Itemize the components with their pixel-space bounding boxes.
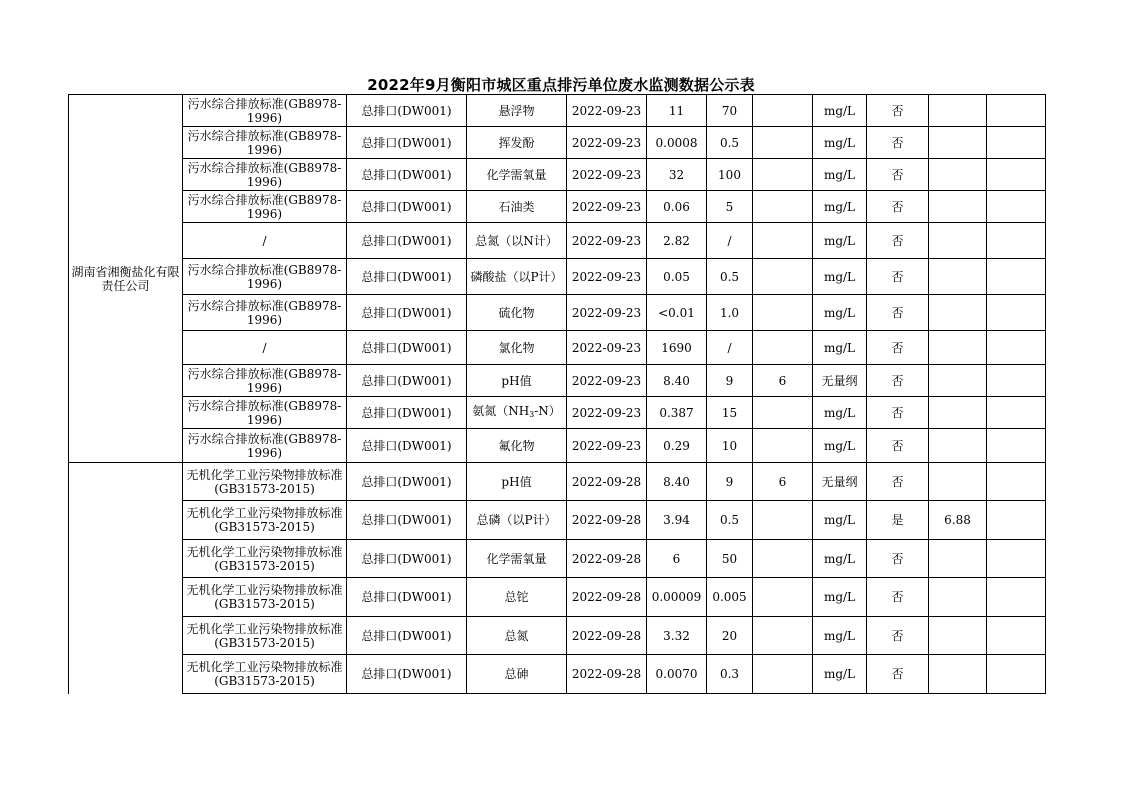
standard-cell: 无机化学工业污染物排放标准(GB31573-2015) bbox=[183, 501, 347, 540]
upper-limit-cell: 15 bbox=[707, 397, 753, 429]
remark-cell bbox=[987, 159, 1046, 191]
outlet-cell: 总排口(DW001) bbox=[347, 223, 467, 259]
outlet-cell: 总排口(DW001) bbox=[347, 397, 467, 429]
unit-cell: mg/L bbox=[813, 429, 867, 463]
value-cell: 0.0070 bbox=[647, 655, 707, 694]
outlet-cell: 总排口(DW001) bbox=[347, 540, 467, 578]
date-cell: 2022-09-28 bbox=[567, 617, 647, 655]
standard-cell: 无机化学工业污染物排放标准(GB31573-2015) bbox=[183, 617, 347, 655]
exceed-multiple-cell bbox=[929, 429, 987, 463]
table-row bbox=[69, 463, 1046, 501]
value-cell: 3.94 bbox=[647, 501, 707, 540]
exceeded-cell: 否 bbox=[867, 397, 929, 429]
standard-cell: 污水综合排放标准(GB8978-1996) bbox=[183, 127, 347, 159]
exceed-multiple-cell bbox=[929, 655, 987, 694]
exceeded-cell: 否 bbox=[867, 463, 929, 501]
exceeded-cell: 否 bbox=[867, 95, 929, 127]
lower-limit-cell bbox=[753, 331, 813, 365]
table-row bbox=[69, 191, 1046, 223]
date-cell: 2022-09-23 bbox=[567, 95, 647, 127]
page-title: 2022年9月衡阳市城区重点排污单位废水监测数据公示表 bbox=[367, 76, 755, 94]
table-row bbox=[69, 617, 1046, 655]
value-cell: 8.40 bbox=[647, 463, 707, 501]
remark-cell bbox=[987, 365, 1046, 397]
lower-limit-cell bbox=[753, 397, 813, 429]
table-row bbox=[69, 259, 1046, 295]
pollutant-cell bbox=[467, 397, 567, 429]
outlet-cell: 总排口(DW001) bbox=[347, 463, 467, 501]
exceed-multiple-cell bbox=[929, 331, 987, 365]
value-cell: 3.32 bbox=[647, 617, 707, 655]
pollutant-cell: 石油类 bbox=[467, 191, 567, 223]
lower-limit-cell bbox=[753, 95, 813, 127]
exceeded-cell: 否 bbox=[867, 578, 929, 617]
outlet-cell: 总排口(DW001) bbox=[347, 191, 467, 223]
outlet-cell: 总排口(DW001) bbox=[347, 159, 467, 191]
exceeded-cell: 否 bbox=[867, 295, 929, 331]
date-cell: 2022-09-23 bbox=[567, 365, 647, 397]
unit-cell: mg/L bbox=[813, 540, 867, 578]
standard-cell: 污水综合排放标准(GB8978-1996) bbox=[183, 159, 347, 191]
lower-limit-cell bbox=[753, 127, 813, 159]
remark-cell bbox=[987, 397, 1046, 429]
value-cell: 0.387 bbox=[647, 397, 707, 429]
exceed-multiple-cell bbox=[929, 95, 987, 127]
upper-limit-cell: 1.0 bbox=[707, 295, 753, 331]
outlet-cell: 总排口(DW001) bbox=[347, 501, 467, 540]
upper-limit-cell: 10 bbox=[707, 429, 753, 463]
lower-limit-cell bbox=[753, 540, 813, 578]
pollutant-cell: 氯化物 bbox=[467, 331, 567, 365]
unit-cell: mg/L bbox=[813, 617, 867, 655]
value-cell: 0.0008 bbox=[647, 127, 707, 159]
standard-cell: 无机化学工业污染物排放标准(GB31573-2015) bbox=[183, 540, 347, 578]
exceed-multiple-cell bbox=[929, 223, 987, 259]
unit-cell: mg/L bbox=[813, 397, 867, 429]
exceeded-cell: 否 bbox=[867, 429, 929, 463]
exceed-multiple-cell bbox=[929, 463, 987, 501]
unit-cell: mg/L bbox=[813, 501, 867, 540]
table-row bbox=[69, 159, 1046, 191]
lower-limit-cell bbox=[753, 429, 813, 463]
date-cell: 2022-09-23 bbox=[567, 223, 647, 259]
pollutant-cell: 磷酸盐（以P计） bbox=[467, 259, 567, 295]
upper-limit-cell: 20 bbox=[707, 617, 753, 655]
upper-limit-cell: 9 bbox=[707, 463, 753, 501]
upper-limit-cell: / bbox=[707, 331, 753, 365]
exceeded-cell: 否 bbox=[867, 223, 929, 259]
date-cell: 2022-09-28 bbox=[567, 578, 647, 617]
value-cell: 0.29 bbox=[647, 429, 707, 463]
value-cell: 0.05 bbox=[647, 259, 707, 295]
remark-cell bbox=[987, 223, 1046, 259]
remark-cell bbox=[987, 295, 1046, 331]
value-cell: 11 bbox=[647, 95, 707, 127]
company-cell bbox=[69, 463, 183, 694]
unit-cell: mg/L bbox=[813, 655, 867, 694]
remark-cell bbox=[987, 578, 1046, 617]
exceeded-cell: 是 bbox=[867, 501, 929, 540]
table-row bbox=[69, 540, 1046, 578]
exceeded-cell: 否 bbox=[867, 617, 929, 655]
outlet-cell: 总排口(DW001) bbox=[347, 295, 467, 331]
standard-cell: 污水综合排放标准(GB8978-1996) bbox=[183, 365, 347, 397]
pollutant-cell: 悬浮物 bbox=[467, 95, 567, 127]
exceeded-cell: 否 bbox=[867, 331, 929, 365]
exceed-multiple-cell bbox=[929, 295, 987, 331]
table-row bbox=[69, 127, 1046, 159]
outlet-cell: 总排口(DW001) bbox=[347, 578, 467, 617]
standard-cell: 污水综合排放标准(GB8978-1996) bbox=[183, 95, 347, 127]
pollutant-text: 氨氮（NH bbox=[472, 403, 530, 418]
monitoring-data-table bbox=[68, 94, 1046, 694]
exceed-multiple-cell bbox=[929, 578, 987, 617]
outlet-cell: 总排口(DW001) bbox=[347, 617, 467, 655]
unit-cell: mg/L bbox=[813, 223, 867, 259]
pollutant-cell: 化学需氧量 bbox=[467, 540, 567, 578]
table-row bbox=[69, 655, 1046, 694]
exceed-multiple-cell bbox=[929, 617, 987, 655]
outlet-cell: 总排口(DW001) bbox=[347, 259, 467, 295]
company-cell: 湖南省湘衡盐化有限责任公司 bbox=[69, 95, 183, 463]
date-cell: 2022-09-23 bbox=[567, 259, 647, 295]
upper-limit-cell: 50 bbox=[707, 540, 753, 578]
standard-cell: 无机化学工业污染物排放标准(GB31573-2015) bbox=[183, 655, 347, 694]
unit-cell: mg/L bbox=[813, 295, 867, 331]
unit-cell: mg/L bbox=[813, 331, 867, 365]
exceeded-cell: 否 bbox=[867, 655, 929, 694]
table-row bbox=[69, 429, 1046, 463]
remark-cell bbox=[987, 429, 1046, 463]
unit-cell: mg/L bbox=[813, 95, 867, 127]
value-cell: 1690 bbox=[647, 331, 707, 365]
upper-limit-cell: 0.005 bbox=[707, 578, 753, 617]
outlet-cell: 总排口(DW001) bbox=[347, 127, 467, 159]
pollutant-cell: 总铊 bbox=[467, 578, 567, 617]
upper-limit-cell: 0.3 bbox=[707, 655, 753, 694]
date-cell: 2022-09-23 bbox=[567, 295, 647, 331]
table-row bbox=[69, 295, 1046, 331]
exceed-multiple-cell bbox=[929, 259, 987, 295]
lower-limit-cell bbox=[753, 223, 813, 259]
exceeded-cell: 否 bbox=[867, 540, 929, 578]
date-cell: 2022-09-23 bbox=[567, 191, 647, 223]
date-cell: 2022-09-28 bbox=[567, 463, 647, 501]
remark-cell bbox=[987, 463, 1046, 501]
table-row bbox=[69, 397, 1046, 429]
unit-cell: mg/L bbox=[813, 578, 867, 617]
date-cell: 2022-09-23 bbox=[567, 159, 647, 191]
remark-cell bbox=[987, 331, 1046, 365]
table-row bbox=[69, 95, 1046, 127]
lower-limit-cell bbox=[753, 159, 813, 191]
exceed-multiple-cell bbox=[929, 365, 987, 397]
lower-limit-cell bbox=[753, 259, 813, 295]
outlet-cell: 总排口(DW001) bbox=[347, 655, 467, 694]
unit-cell: mg/L bbox=[813, 191, 867, 223]
remark-cell bbox=[987, 127, 1046, 159]
standard-cell: 污水综合排放标准(GB8978-1996) bbox=[183, 259, 347, 295]
upper-limit-cell: 100 bbox=[707, 159, 753, 191]
exceeded-cell: 否 bbox=[867, 365, 929, 397]
lower-limit-cell bbox=[753, 655, 813, 694]
pollutant-cell: 氟化物 bbox=[467, 429, 567, 463]
exceed-multiple-cell: 6.88 bbox=[929, 501, 987, 540]
lower-limit-cell: 6 bbox=[753, 463, 813, 501]
value-cell: 6 bbox=[647, 540, 707, 578]
standard-cell: / bbox=[183, 223, 347, 259]
pollutant-cell: pH值 bbox=[467, 365, 567, 397]
remark-cell bbox=[987, 191, 1046, 223]
pollutant-cell: 总氮 bbox=[467, 617, 567, 655]
exceed-multiple-cell bbox=[929, 540, 987, 578]
upper-limit-cell: 0.5 bbox=[707, 127, 753, 159]
outlet-cell: 总排口(DW001) bbox=[347, 95, 467, 127]
table-row bbox=[69, 578, 1046, 617]
table-body bbox=[69, 95, 1046, 694]
lower-limit-cell bbox=[753, 191, 813, 223]
exceed-multiple-cell bbox=[929, 127, 987, 159]
remark-cell bbox=[987, 501, 1046, 540]
lower-limit-cell bbox=[753, 501, 813, 540]
date-cell: 2022-09-28 bbox=[567, 655, 647, 694]
exceeded-cell: 否 bbox=[867, 159, 929, 191]
pollutant-cell: 总砷 bbox=[467, 655, 567, 694]
table-row bbox=[69, 501, 1046, 540]
outlet-cell: 总排口(DW001) bbox=[347, 429, 467, 463]
exceeded-cell: 否 bbox=[867, 259, 929, 295]
date-cell: 2022-09-28 bbox=[567, 501, 647, 540]
table-row bbox=[69, 331, 1046, 365]
outlet-cell: 总排口(DW001) bbox=[347, 331, 467, 365]
pollutant-cell: 总氮（以N计） bbox=[467, 223, 567, 259]
remark-cell bbox=[987, 259, 1046, 295]
unit-cell: mg/L bbox=[813, 259, 867, 295]
table-row bbox=[69, 365, 1046, 397]
unit-cell: mg/L bbox=[813, 159, 867, 191]
standard-cell: 无机化学工业污染物排放标准(GB31573-2015) bbox=[183, 578, 347, 617]
unit-cell: mg/L bbox=[813, 127, 867, 159]
standard-cell: 无机化学工业污染物排放标准(GB31573-2015) bbox=[183, 463, 347, 501]
lower-limit-cell bbox=[753, 578, 813, 617]
exceed-multiple-cell bbox=[929, 159, 987, 191]
value-cell: 8.40 bbox=[647, 365, 707, 397]
date-cell: 2022-09-28 bbox=[567, 540, 647, 578]
remark-cell bbox=[987, 655, 1046, 694]
lower-limit-cell bbox=[753, 295, 813, 331]
date-cell: 2022-09-23 bbox=[567, 331, 647, 365]
value-cell: <0.01 bbox=[647, 295, 707, 331]
pollutant-cell: pH值 bbox=[467, 463, 567, 501]
upper-limit-cell: 0.5 bbox=[707, 259, 753, 295]
upper-limit-cell: 70 bbox=[707, 95, 753, 127]
pollutant-cell: 总磷（以P计） bbox=[467, 501, 567, 540]
lower-limit-cell bbox=[753, 617, 813, 655]
upper-limit-cell: 0.5 bbox=[707, 501, 753, 540]
remark-cell bbox=[987, 540, 1046, 578]
pollutant-cell: 硫化物 bbox=[467, 295, 567, 331]
remark-cell bbox=[987, 617, 1046, 655]
standard-cell: 污水综合排放标准(GB8978-1996) bbox=[183, 191, 347, 223]
standard-cell: 污水综合排放标准(GB8978-1996) bbox=[183, 429, 347, 463]
remark-cell bbox=[987, 95, 1046, 127]
value-cell: 32 bbox=[647, 159, 707, 191]
value-cell: 0.00009 bbox=[647, 578, 707, 617]
upper-limit-cell: 5 bbox=[707, 191, 753, 223]
pollutant-cell: 挥发酚 bbox=[467, 127, 567, 159]
exceeded-cell: 否 bbox=[867, 127, 929, 159]
pollutant-cell: 化学需氧量 bbox=[467, 159, 567, 191]
upper-limit-cell: / bbox=[707, 223, 753, 259]
outlet-cell: 总排口(DW001) bbox=[347, 365, 467, 397]
standard-cell: 污水综合排放标准(GB8978-1996) bbox=[183, 397, 347, 429]
table-row bbox=[69, 223, 1046, 259]
standard-cell: / bbox=[183, 331, 347, 365]
value-cell: 2.82 bbox=[647, 223, 707, 259]
unit-cell: 无量纲 bbox=[813, 365, 867, 397]
date-cell: 2022-09-23 bbox=[567, 127, 647, 159]
unit-cell: 无量纲 bbox=[813, 463, 867, 501]
upper-limit-cell: 9 bbox=[707, 365, 753, 397]
exceeded-cell: 否 bbox=[867, 191, 929, 223]
standard-cell: 污水综合排放标准(GB8978-1996) bbox=[183, 295, 347, 331]
exceed-multiple-cell bbox=[929, 191, 987, 223]
date-cell: 2022-09-23 bbox=[567, 429, 647, 463]
value-cell: 0.06 bbox=[647, 191, 707, 223]
pollutant-text: -N） bbox=[534, 403, 561, 418]
lower-limit-cell: 6 bbox=[753, 365, 813, 397]
date-cell: 2022-09-23 bbox=[567, 397, 647, 429]
pollutant-subscript: 3 bbox=[529, 409, 535, 419]
exceed-multiple-cell bbox=[929, 397, 987, 429]
